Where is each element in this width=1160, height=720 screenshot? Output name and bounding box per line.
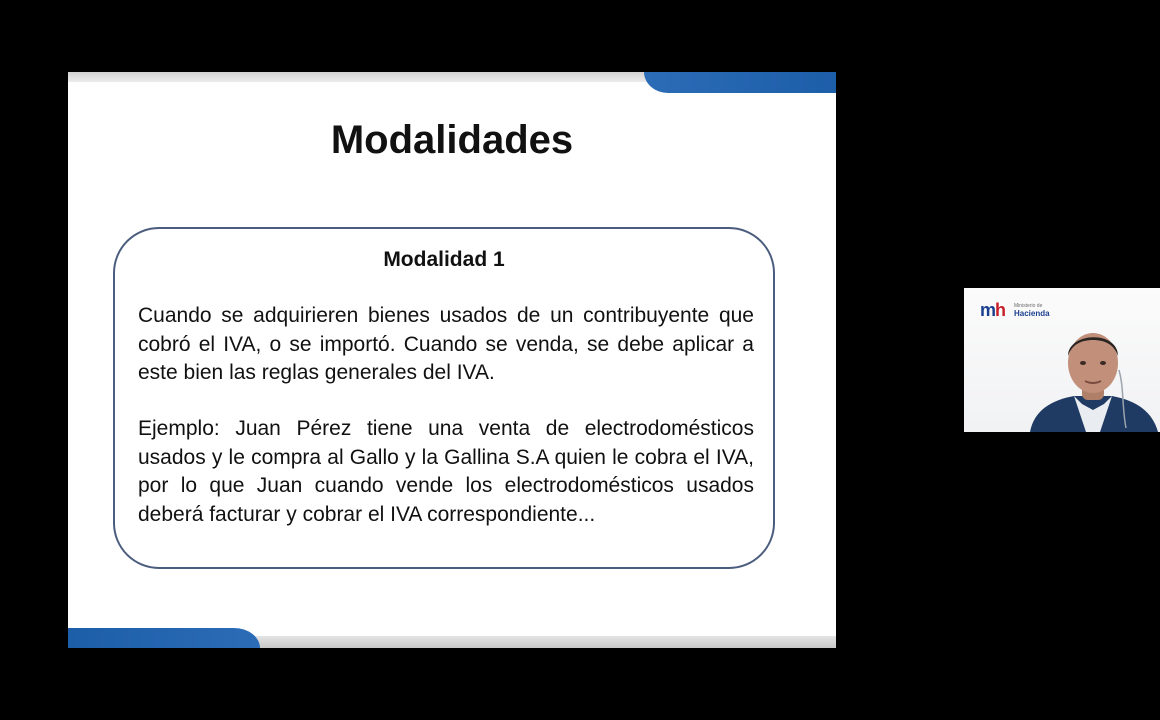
presenter-video-icon <box>1024 318 1160 432</box>
modality-box <box>113 227 775 569</box>
modality-example: Ejemplo: Juan Pérez tiene una venta de electrodomésticos usados y le compra al Gallo y la Gallina S.A quien le cobra el IVA, por lo que Juan cuando vende los electrodomésticos usados deberá facturar y cobrar el IVA correspondiente... <box>138 417 754 526</box>
logo-mark: mh <box>980 300 1006 320</box>
modality-description: Cuando se adquirieren bienes usados de un contribuyente que cobró el IVA, o se importó. Cuando se venda, se debe aplicar a este bien las reglas generales del IVA. <box>138 304 754 384</box>
logo-subtitle: Ministerio de <box>1014 303 1043 309</box>
presentation-slide <box>68 72 836 648</box>
slide-title: Modalidades <box>330 118 574 162</box>
logo-name: Hacienda <box>1014 309 1050 318</box>
presenter-webcam-tile[interactable] <box>964 288 1160 432</box>
slide-top-accent <box>644 72 836 93</box>
modality-heading: Modalidad 1 <box>383 248 505 271</box>
slide-bottom-accent <box>68 628 260 648</box>
